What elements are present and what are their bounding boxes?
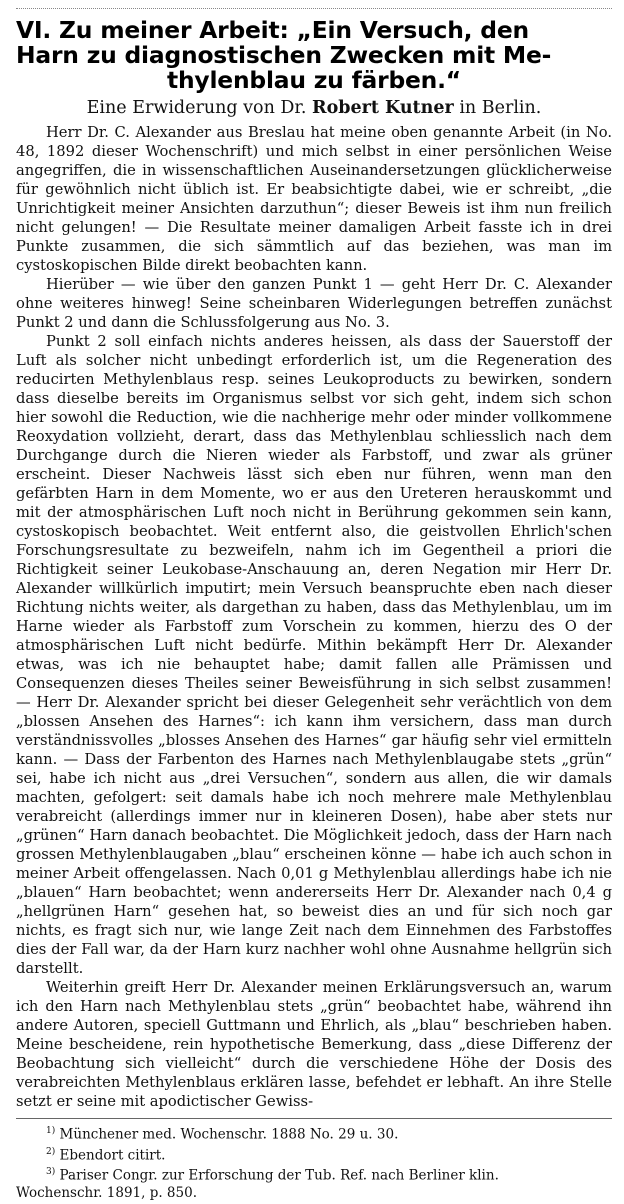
footnote-2-mark: 2) — [46, 1146, 56, 1157]
subtitle-suffix: in Berlin. — [459, 98, 542, 118]
footnote-3 — [16, 1164, 612, 1185]
footnote-1-mark: 1) — [46, 1126, 56, 1136]
paragraph-3: Punkt 2 soll einfach nichts anderes heissen, als dass der Sauerstoff der Luft als solcher nicht unbedingt erforderlich ist, um die Regeneration des reducirten Methylenblaus resp. seines Leukoproducts zu bewirken, sondern dass dieselbe bereits im Organismus selbst vor sich geht, indem sich schon hier sowohl die Reduction, wie die nachherige mehr oder minder vollkommene Reoxydation vollzieht, derart, dass das Methylenblau schliesslich nach dem Durchgange durch die Nieren wieder als Farbstoff, und zwar als grüner erscheint. Dieser Nachweis lässt sich eben nur führen, wenn man den gefärbten Harn in dem Momente, wo er aus den Ureteren herauskommt und mit der atmosphärischen Luft noch nicht in Berührung gekommen sein kann, cystoskopisch beobachtet. Weit entfernt also, die geistvollen Ehrlich'schen Forschungsresultate zu bezweifeln, nahm ich im Gegentheil a priori die Richtigkeit seiner Leukobase-Anschauung an, deren Negation mir Herr Dr. Alexander willkürlich imputirt; mein Versuch beanspruchte eben nach dieser Richtung nichts weiter, als dargethan zu haben, dass das Methylenblau, um im Harne wieder als Farbstoff zum Vorschein zu kommen, hierzu des O der atmosphärischen Luft nicht bedürfe. Mithin bekämpft Herr Dr. Alexander etwas, was ich nie behauptet habe; damit fallen alle Prämissen und Consequenzen dieses Theiles seiner Beweisführung in sich selbst zusammen! — Herr Dr. Alexander spricht bei dieser Gelegenheit sehr verächtlich von dem „blossen Ansehen des Harnes“: ich kann ihm versichern, dass man durch verständnissvolles „blosses Ansehen des Harnes“ gar häufig sehr viel ermitteln kann. — Dass der Farbenton des Harnes nach Methylenblaugabe stets „grün“ sei, habe ich nicht aus „drei Versuchen“, sondern aus allen, die wir damals machten, gefolgert: seit damals habe ich noch mehrere male Methylenblau verabreicht (allerdings immer nur in kleineren Dosen), habe aber stets nur „grünen“ Harn danach beobachtet. Die Möglichkeit jedoch, dass der Harn nach grossen Methylenblaugaben „blau“ erscheinen könne — habe ich auch schon in meiner Arbeit offengelassen. Nach 0,01 g Methylenblau allerdings habe ich nie „blauen“ Harn beobachtet; wenn andererseits Herr Dr. Alexander nach 0,4 g „hellgrünen Harn“ gesehen hat, so beweist dies an und für sich noch gar nichts, es fragt sich nur, wie lange Zeit nach dem Einnehmen des Farbstoffes dies der Fall war, da der Harn kurz nachher wohl ohne Ausnahme hellgrün sich darstellt. — [16, 333, 612, 977]
footnote-2 — [16, 1144, 612, 1165]
heading-line-3: thylenblau zu färben.“ — [167, 66, 461, 94]
paragraph-2: Hierüber — wie über den ganzen Punkt 1 — geht Herr Dr. C. Alexander ohne weiteres hinweg! Seine scheinbaren Widerlegungen betreffen zunächst Punkt 2 und dann die Schlussfolgerung aus No. 3. — [16, 276, 612, 331]
top-dotted-rule — [16, 2, 612, 14]
footnote-1-text: Münchener med. Wochenschr. 1888 No. 29 u. 30. — [59, 1126, 399, 1143]
footnote-2-text: Ebendort citirt. — [59, 1147, 166, 1163]
paragraph-1: Herr Dr. C. Alexander aus Breslau hat meine oben genannte Arbeit (in No. 48, 1892 dieser Wochenschrift) und mich selbst in einer persönlichen Weise angegriffen, die in wissenschaftlichen Auseinandersetzungen glücklicherweise für gewöhnlich nicht üblich ist. Er beabsichtigte dabei, wie er schreibt, „die Unrichtigkeit meiner Ansichten darzuthun“; dieser Beweis ist ihm nun freilich nicht gelungen! — Die Resultate meiner damaligen Arbeit fasste ich in drei Punkte zusammen, die sich sämmtlich auf das beziehen, was man im cystoskopischen Bilde direkt beobachten kann. — [16, 124, 612, 274]
article-subtitle — [16, 97, 612, 119]
author-name: Robert Kutner — [312, 98, 454, 118]
heading-line-1: VI. Zu meiner Arbeit: „Ein Versuch, den — [16, 16, 529, 44]
footnote-3-mark: 3) — [46, 1167, 56, 1177]
footnote-divider — [16, 1118, 612, 1119]
paragraph-4: Weiterhin greift Herr Dr. Alexander meinen Erklärungsversuch an, warum ich den Harn nach Methylenblau stets „grün“ beobachtet habe, während ihn andere Autoren, speciell Guttmann und Ehrlich, als „blau“ beschrieben haben. Meine bescheidene, rein hypothetische Bemerkung, dass „diese Differenz der Beobachtung sich vielleicht“ durch die verschiedene Höhe der Dosis des verabreichten Methylenblaus erklären lasse, befehdet er lebhaft. An ihre Stelle setzt er seine mit apodictischer Gewiss- — [16, 979, 612, 1110]
heading-line-2: Harn zu diagnostischen Zwecken mit Me- — [16, 41, 552, 69]
footnote-3-text: Pariser Congr. zur Erforschung der Tub. Ref. nach Berliner klin. — [59, 1167, 499, 1184]
footnote-1 — [16, 1123, 612, 1144]
article-body — [16, 123, 612, 1111]
subtitle-prefix: Eine Erwiderung von Dr. — [86, 98, 307, 118]
footnotes — [16, 1123, 612, 1202]
footnote-3-continuation: Wochenschr. 1891, p. 850. — [16, 1184, 197, 1201]
article-heading — [16, 18, 612, 93]
